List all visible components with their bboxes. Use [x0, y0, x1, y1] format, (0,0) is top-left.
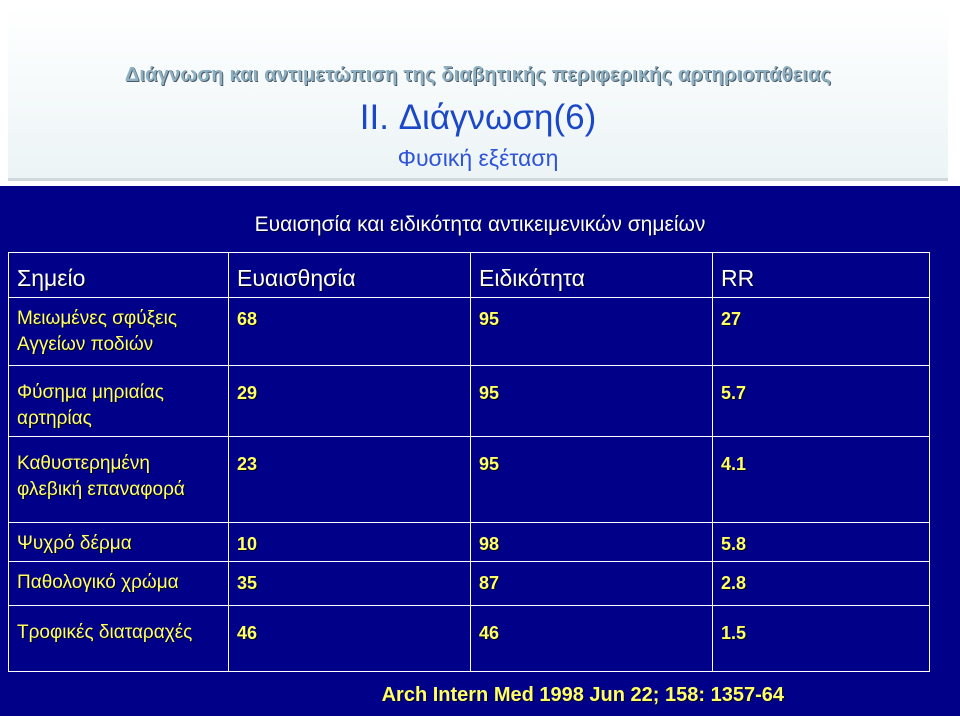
slide-subtitle: Φυσική εξέταση: [397, 145, 559, 171]
table-header-row: [9, 253, 930, 298]
table-row: [9, 606, 930, 672]
row-specificity: 98: [471, 523, 713, 562]
row-sensitivity: 23: [229, 437, 471, 523]
row-specificity: 95: [471, 437, 713, 523]
row-sensitivity: 68: [229, 298, 471, 366]
row-sign: Φύσημα μηριαίας αρτηρίας: [9, 366, 229, 437]
table-row: [9, 523, 930, 562]
row-sensitivity: 29: [229, 366, 471, 437]
sensitivity-table: [8, 252, 930, 672]
row-specificity: 87: [471, 562, 713, 606]
header-sign: Σημείο: [9, 253, 229, 298]
row-rr: 5.8: [713, 523, 930, 562]
row-sign: Καθυστερημένη φλεβική επαναφορά: [9, 437, 229, 523]
header-sensitivity: Ευαισθησία: [229, 253, 471, 298]
table-row: [9, 298, 930, 366]
row-sign: Μειωμένες σφύξεις Αγγείων ποδιών: [9, 298, 229, 366]
row-rr: 27: [713, 298, 930, 366]
row-specificity: 46: [471, 606, 713, 672]
presentation-caption: Διάγνωση και αντιμετώπιση της διαβητικής περιφερικής αρτηριοπάθειας: [124, 64, 832, 86]
row-sensitivity: 46: [229, 606, 471, 672]
row-rr: 1.5: [713, 606, 930, 672]
slide-title: II. Διάγνωση(6): [359, 98, 597, 137]
header-rr: RR: [713, 253, 930, 298]
header-strip: [8, 8, 948, 181]
table-caption: Ευαισησία και ειδικότητα αντικειμενικών σημείων: [254, 213, 706, 236]
row-sensitivity: 10: [229, 523, 471, 562]
row-sign: Ψυχρό δέρμα: [9, 523, 229, 562]
row-rr: 2.8: [713, 562, 930, 606]
row-specificity: 95: [471, 298, 713, 366]
row-sensitivity: 35: [229, 562, 471, 606]
row-sign: Τροφικές διαταραχές: [9, 606, 229, 672]
row-specificity: 95: [471, 366, 713, 437]
row-rr: 5.7: [713, 366, 930, 437]
reference-citation: Arch Intern Med 1998 Jun 22; 158: 1357-64: [381, 684, 784, 706]
row-rr: 4.1: [713, 437, 930, 523]
header-band: [0, 0, 960, 186]
table-row: [9, 437, 930, 523]
header-specificity: Ειδικότητα: [471, 253, 713, 298]
row-sign: Παθολογικό χρώμα: [9, 562, 229, 606]
table-row: [9, 562, 930, 606]
table-row: [9, 366, 930, 437]
